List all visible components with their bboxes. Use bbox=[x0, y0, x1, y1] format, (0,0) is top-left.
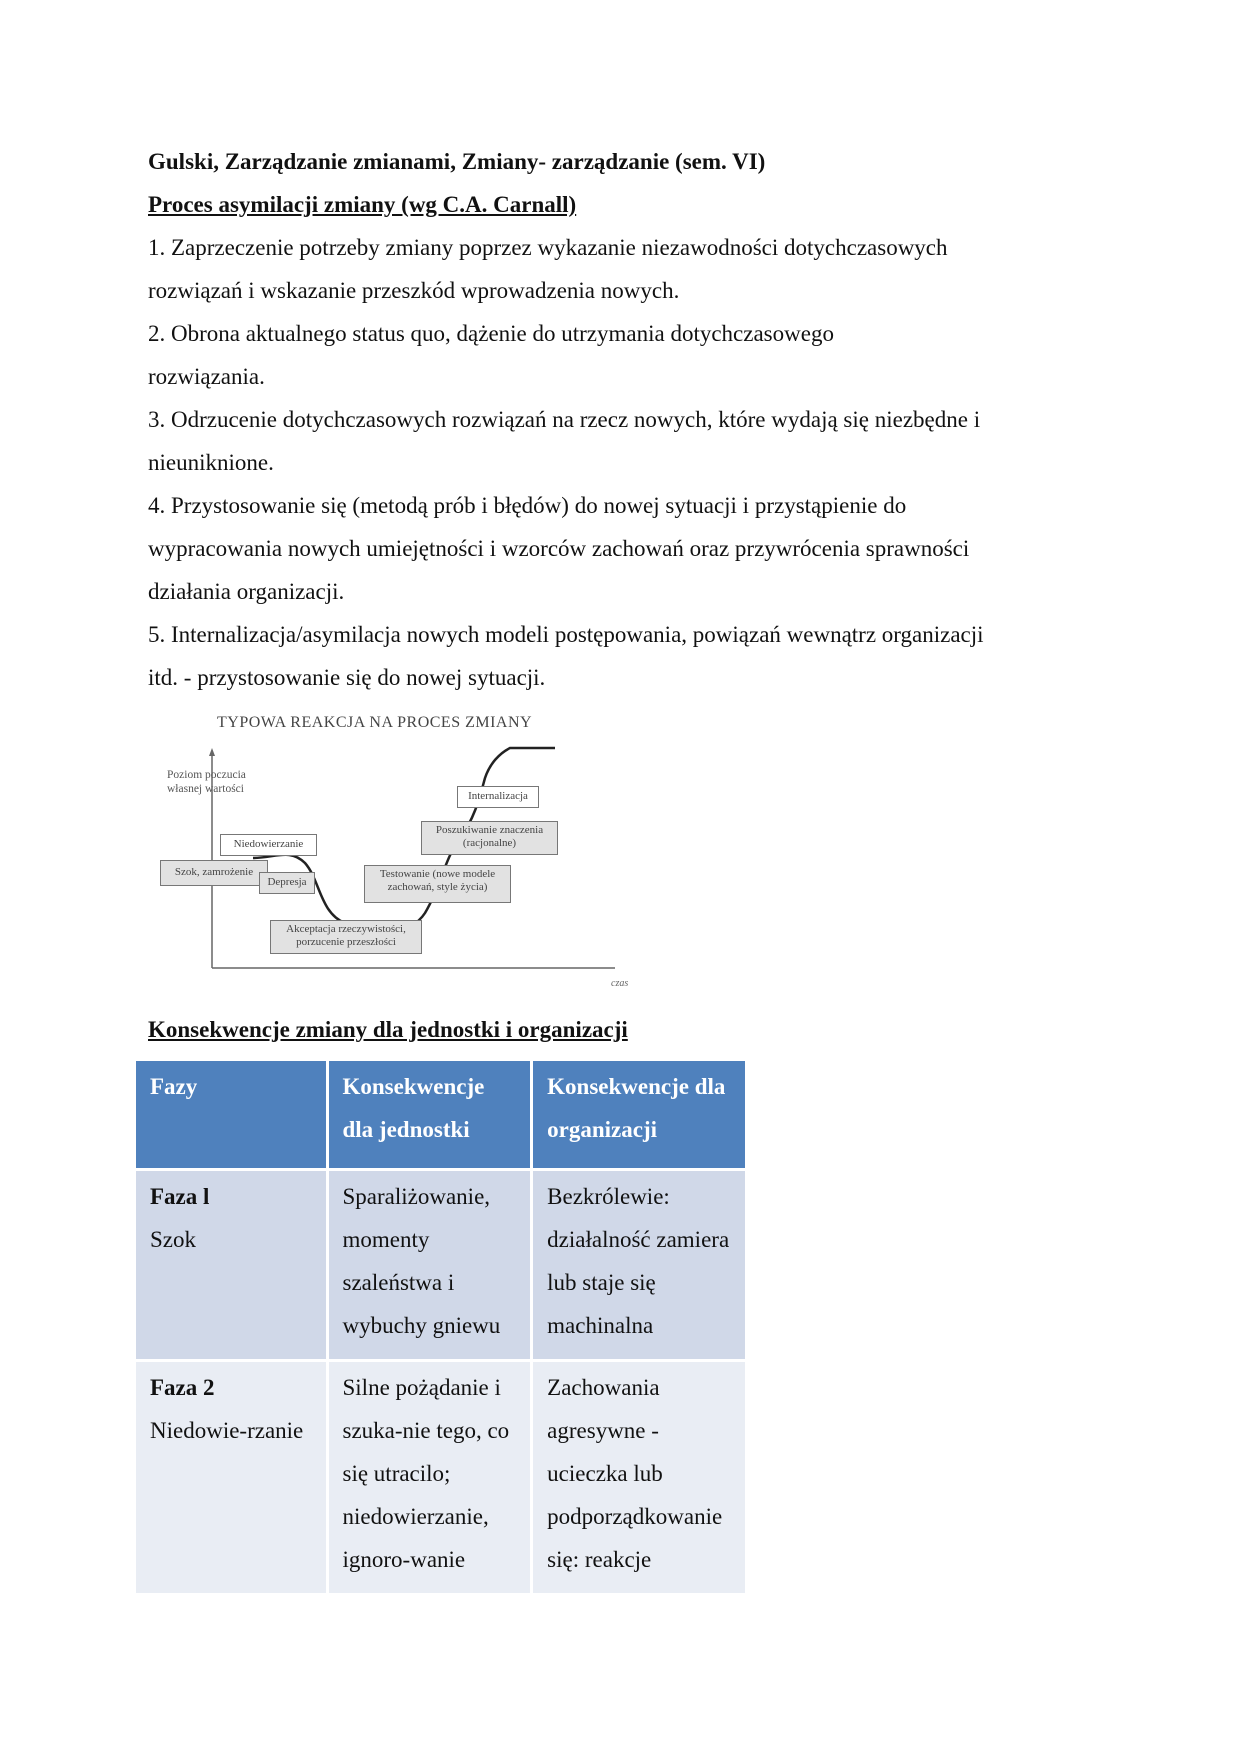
stage-internalizacja: Internalizacja bbox=[457, 786, 539, 808]
diagram-title: TYPOWA REAKCJA NA PROCES ZMIANY bbox=[217, 714, 533, 731]
table-row bbox=[136, 1171, 745, 1359]
table-header-individual: Konsekwencje dla jednostki bbox=[329, 1061, 531, 1168]
phase-name: Faza l bbox=[150, 1184, 210, 1209]
table-header-row bbox=[136, 1061, 745, 1168]
step-5-line-2: itd. - przystosowanie się do nowej sytuacji. bbox=[148, 665, 546, 690]
step-3-line-1: 3. Odrzucenie dotychczasowych rozwiązań na rzecz nowych, które wydają się niezbędne i bbox=[148, 407, 981, 432]
step-4-line-2: wypracowania nowych umiejętności i wzorców zachowań oraz przywrócenia sprawności bbox=[148, 536, 970, 561]
diagram-x-label: czas bbox=[611, 978, 629, 989]
stage-niedowierzanie: Niedowierzanie bbox=[220, 834, 317, 856]
table-header-phases: Fazy bbox=[136, 1061, 326, 1168]
table-cell-phase bbox=[136, 1171, 326, 1359]
table-row bbox=[136, 1362, 745, 1593]
step-1-line-1: 1. Zaprzeczenie potrzeby zmiany poprzez wykazanie niezawodności dotychczasowych bbox=[148, 235, 948, 260]
step-4-line-1: 4. Przystosowanie się (metodą prób i błędów) do nowej sytuacji i przystąpienie do bbox=[148, 493, 907, 518]
phase-name: Faza 2 bbox=[150, 1375, 215, 1400]
stage-szok: Szok, zamrożenie bbox=[160, 860, 268, 886]
step-2-line-2: rozwiązania. bbox=[148, 364, 265, 389]
section-title-consequences: Konsekwencje zmiany dla jednostki i organizacji bbox=[148, 1017, 628, 1042]
step-5-line-1: 5. Internalizacja/asymilacja nowych modeli postępowania, powiązań wewnątrz organizacji bbox=[148, 622, 984, 647]
phase-description: Niedowie-rzanie bbox=[150, 1418, 304, 1443]
table-cell-individual: Sparaliżowanie, momenty szaleństwa i wybuchy gniewu bbox=[329, 1171, 531, 1359]
stage-poszukiwanie bbox=[421, 821, 558, 855]
document-header: Gulski, Zarządzanie zmianami, Zmiany- zarządzanie (sem. VI) bbox=[148, 149, 766, 174]
y-axis-arrow-icon bbox=[209, 748, 215, 756]
stage-akceptacja-line-1: Akceptacja rzeczywistości, bbox=[286, 923, 406, 935]
step-1-line-2: rozwiązań i wskazanie przeszkód wprowadzenia nowych. bbox=[148, 278, 680, 303]
table-cell-organization: Bezkrólewie: działalność zamiera lub staje się machinalna bbox=[533, 1171, 745, 1359]
stage-testowanie-line-2: zachowań, style życia) bbox=[387, 881, 488, 893]
stage-akceptacja-line-2: porzucenie przeszłości bbox=[296, 936, 396, 948]
step-4-line-3: działania organizacji. bbox=[148, 579, 345, 604]
table-header-organization: Konsekwencje dla organizacji bbox=[533, 1061, 745, 1168]
stage-poszukiwanie-line-1: Poszukiwanie znaczenia bbox=[435, 824, 544, 836]
diagram-y-label bbox=[167, 768, 246, 796]
phase-description: Szok bbox=[150, 1227, 196, 1252]
table-cell-individual: Silne pożądanie i szuka-nie tego, co się utracilo; niedowierzanie, ignoro-wanie bbox=[329, 1362, 531, 1593]
consequences-table bbox=[133, 1058, 748, 1596]
section-title-assimilation: Proces asymilacji zmiany (wg C.A. Carnall) bbox=[148, 192, 577, 217]
step-3-line-2: nieuniknione. bbox=[148, 450, 274, 475]
diagram-y-label-line-2: własnej wartości bbox=[167, 783, 244, 795]
table-cell-phase bbox=[136, 1362, 326, 1593]
stage-testowanie-line-1: Testowanie (nowe modele bbox=[379, 868, 496, 880]
table-cell-organization: Zachowania agresywne - ucieczka lub podporządkowanie się: reakcje bbox=[533, 1362, 745, 1593]
change-reaction-diagram bbox=[155, 708, 655, 998]
stage-akceptacja bbox=[270, 920, 422, 954]
stage-poszukiwanie-line-2: (racjonalne) bbox=[462, 837, 517, 849]
section-2 bbox=[148, 1008, 628, 1051]
diagram-y-label-line-1: Poziom poczucia bbox=[167, 769, 246, 781]
step-2-line-1: 2. Obrona aktualnego status quo, dążenie do utrzymania dotychczasowego bbox=[148, 321, 834, 346]
stage-testowanie bbox=[364, 865, 511, 903]
stage-depresja: Depresja bbox=[259, 872, 315, 894]
document-page bbox=[148, 140, 1088, 699]
